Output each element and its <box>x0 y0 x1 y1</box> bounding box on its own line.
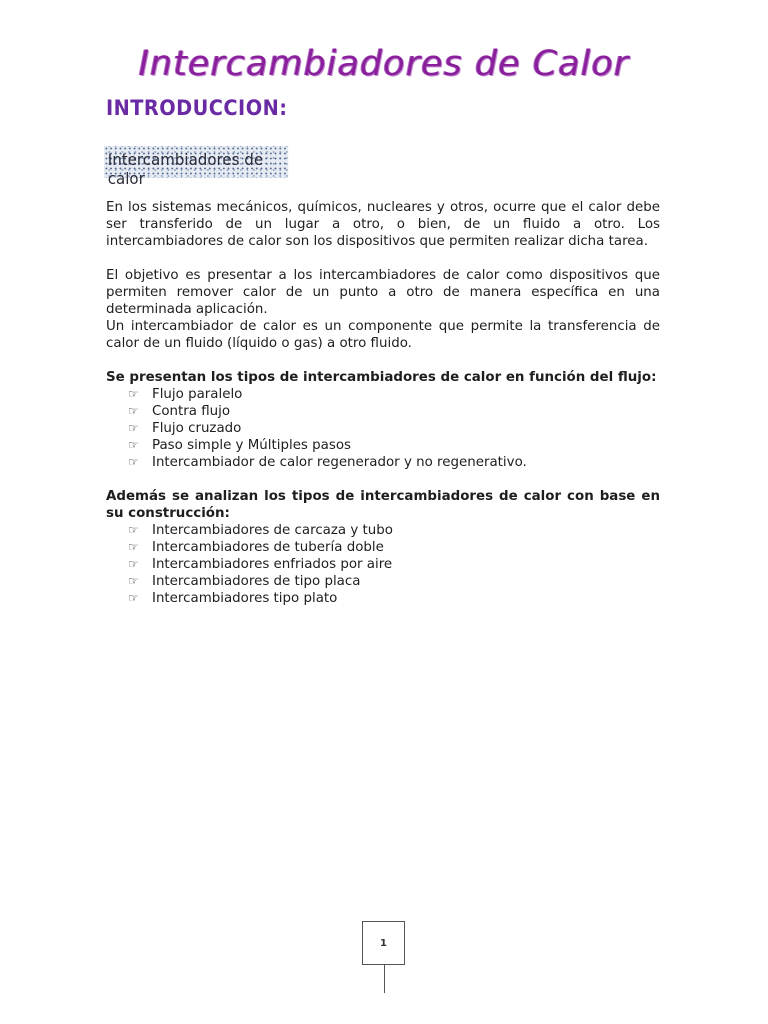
paragraph-spacer <box>106 250 660 267</box>
document-body <box>106 199 660 607</box>
list-item-text: Contra flujo <box>152 404 231 419</box>
list-item <box>128 386 660 403</box>
list-item-text: Flujo cruzado <box>152 421 242 436</box>
list-item-text: Intercambiadores tipo plato <box>152 591 338 606</box>
construction-types-list <box>106 522 660 607</box>
list-item-text: Intercambiadores de tipo placa <box>152 574 361 589</box>
list-item <box>128 556 660 573</box>
list-item <box>128 590 660 607</box>
paragraph-objective: El objetivo es presentar a los intercambiadores de calor como dispositivos que permiten remover calor de un punto a otro de manera específica en una determinada aplicación. <box>106 268 660 317</box>
flow-types-list <box>106 386 660 471</box>
flow-types-lead: Se presentan los tipos de intercambiadores de calor en función del flujo: <box>106 370 657 385</box>
list-item-text: Intercambiadores de tubería doble <box>152 540 384 555</box>
paragraph-spacer <box>106 471 660 488</box>
construction-types-lead: Además se analizan los tipos de intercambiadores de calor con base en su construcción: <box>106 489 660 521</box>
list-item <box>128 522 660 539</box>
list-item <box>128 573 660 590</box>
paragraph-intro: En los sistemas mecánicos, químicos, nucleares y otros, ocurre que el calor debe ser transferido de un lugar a otro, o bien, de un fluido a otro. Los intercambiadores de calor son los dispositivos que permiten realizar dicha tarea. <box>106 200 660 249</box>
list-item <box>128 437 660 454</box>
list-item-text: Paso simple y Múltiples pasos <box>152 438 352 453</box>
pointing-hand-icon: ☞ <box>128 421 139 435</box>
list-item <box>128 539 660 556</box>
pointing-hand-icon: ☞ <box>128 574 139 588</box>
pointing-hand-icon: ☞ <box>128 438 139 452</box>
list-item-text: Flujo paralelo <box>152 387 243 402</box>
page-number-connector <box>384 965 385 993</box>
pointing-hand-icon: ☞ <box>128 387 139 401</box>
paragraph-spacer <box>106 352 660 369</box>
page-number: 1 <box>362 921 405 965</box>
list-item <box>128 420 660 437</box>
pointing-hand-icon: ☞ <box>128 523 139 537</box>
list-item-text: Intercambiadores enfriados por aire <box>152 557 393 572</box>
pointing-hand-icon: ☞ <box>128 540 139 554</box>
paragraph-definition: Un intercambiador de calor es un componente que permite la transferencia de calor de un fluido (líquido o gas) a otro fluido. <box>106 319 660 351</box>
list-item-text: Intercambiador de calor regenerador y no regenerativo. <box>152 455 527 470</box>
list-item <box>128 454 660 471</box>
pointing-hand-icon: ☞ <box>128 591 139 605</box>
list-item-text: Intercambiadores de carcaza y tubo <box>152 523 393 538</box>
intro-heading: INTRODUCCION: <box>106 96 288 120</box>
pointing-hand-icon: ☞ <box>128 404 139 418</box>
pointing-hand-icon: ☞ <box>128 455 139 469</box>
pointing-hand-icon: ☞ <box>128 557 139 571</box>
document-title: Intercambiadores de Calor <box>138 44 630 84</box>
list-item <box>128 403 660 420</box>
section-heading: Intercambiadores de calor <box>104 146 288 178</box>
